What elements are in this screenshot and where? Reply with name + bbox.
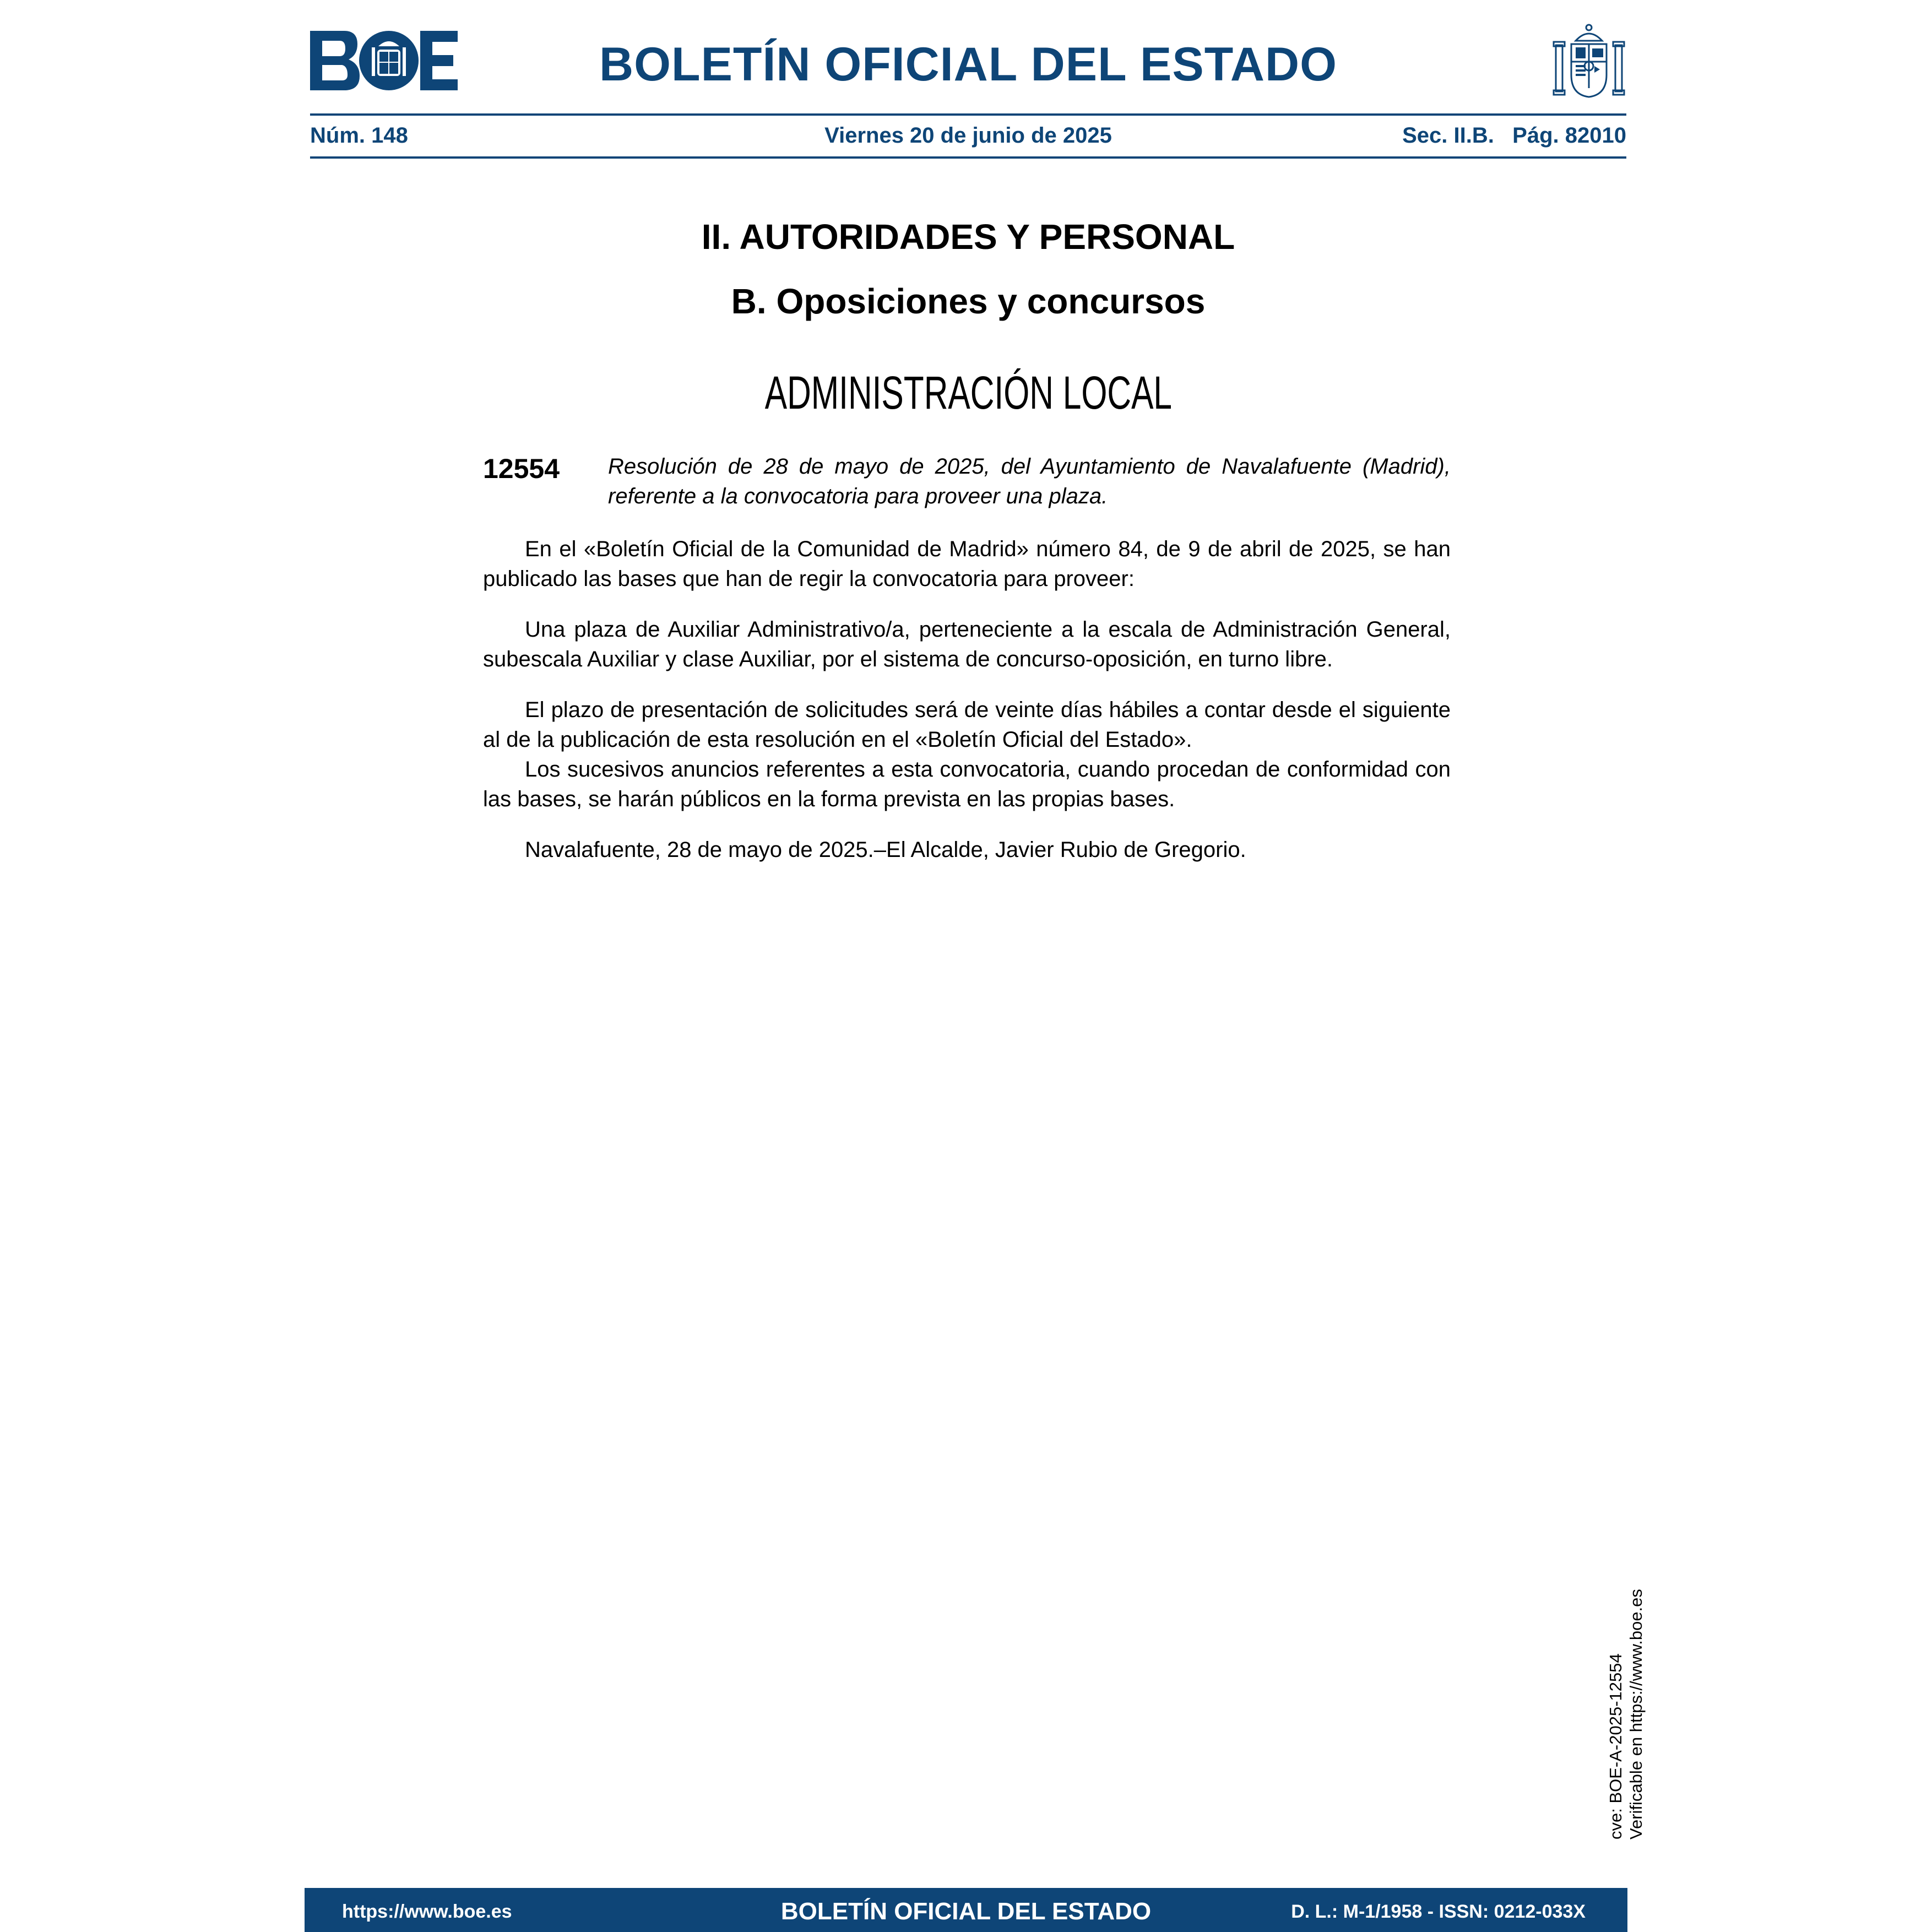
footer-title: BOLETÍN OFICIAL DEL ESTADO [780, 1898, 1152, 1925]
masthead-rule-top [310, 113, 1626, 116]
issue-bar [310, 121, 1626, 152]
administration-heading [310, 366, 1626, 420]
paragraph: Los sucesivos anuncios referentes a esta convocatoria, cuando procedan de conformidad con las bases, se harán públicos en la forma prevista en las propias bases. [483, 757, 1451, 811]
subsection-heading: B. Oposiciones y concursos [731, 281, 1206, 321]
section-page: Sec. II.B. Pág. 82010 [1402, 123, 1626, 148]
verification-note [1605, 1589, 1646, 1839]
issue-number: Núm. 148 [310, 123, 408, 148]
paragraph: En el «Boletín Oficial de la Comunidad de Madrid» número 84, de 9 de abril de 2025, se han publicado las bases que han de regir la convocatoria para proveer: [483, 537, 1451, 591]
document-body [483, 452, 1451, 886]
cve-code: cve: BOE-A-2025-12554 [1606, 1653, 1625, 1839]
entry-number: 12554 [483, 453, 560, 484]
spain-coat-of-arms-icon [1551, 22, 1626, 99]
paragraph: El plazo de presentación de solicitudes será de veinte días hábiles a contar desde el siguiente al de la publicación de esta resolución en el «Boletín Oficial del Estado». [483, 698, 1451, 752]
footer-legal: D. L.: M-1/1958 - ISSN: 0212-033X [1291, 1901, 1586, 1922]
verify-link[interactable]: Verificable en https://www.boe.es [1626, 1589, 1646, 1839]
masthead-title: BOLETÍN OFICIAL DEL ESTADO [599, 38, 1337, 91]
entry-header [483, 452, 1451, 513]
footer-url-link[interactable]: https://www.boe.es [342, 1901, 512, 1922]
paragraph: Una plaza de Auxiliar Administrativo/a, perteneciente a la escala de Administración General, subescala Auxiliar y clase Auxiliar, por el sistema de concurso-oposición, en turno libre. [483, 617, 1451, 671]
entry-summary: Resolución de 28 de mayo de 2025, del Ayuntamiento de Navalafuente (Madrid), referente a la convocatoria para proveer una plaza. [608, 454, 1451, 508]
signature-line: Navalafuente, 28 de mayo de 2025.–El Alcalde, Javier Rubio de Gregorio. [525, 838, 1246, 862]
masthead-rule-bottom [310, 156, 1626, 159]
issue-date: Viernes 20 de junio de 2025 [824, 123, 1112, 148]
footer-bar [305, 1888, 1627, 1932]
section-heading: II. AUTORIDADES Y PERSONAL [701, 217, 1235, 257]
masthead [310, 22, 1626, 102]
administration-heading-text: ADMINISTRACIÓN LOCAL [764, 367, 1172, 419]
